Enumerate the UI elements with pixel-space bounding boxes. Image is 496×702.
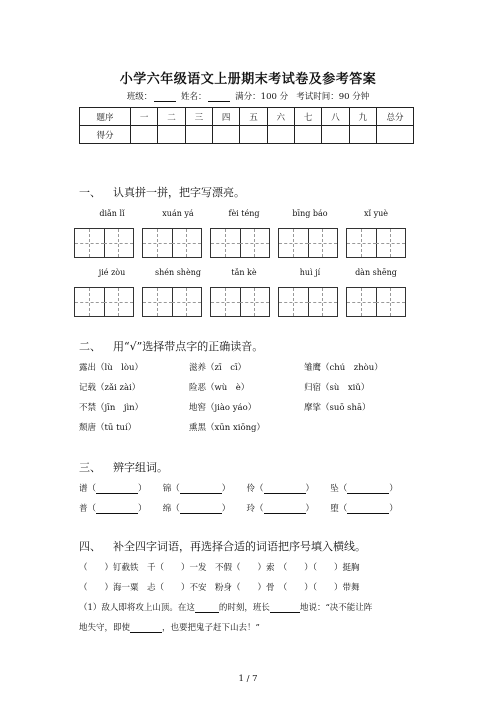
section2-heading [79, 338, 263, 354]
section4-number: 四、 [79, 540, 101, 553]
full-score: 满分：100 分 [235, 92, 289, 102]
reading-item[interactable]: 露出（lù lòu） [79, 363, 144, 373]
pinyin-label: fèi téng [228, 209, 260, 218]
score-table-row [80, 126, 414, 144]
writing-box[interactable] [278, 228, 338, 258]
writing-box[interactable] [346, 287, 406, 317]
page-number: 1 / 7 [238, 674, 258, 684]
score-cell[interactable] [267, 126, 294, 144]
reading-item[interactable]: 颓唐（tū tuí） [79, 423, 137, 433]
char-open: 坠（ [330, 484, 348, 494]
char-open: 绵（ [162, 504, 180, 514]
writing-box[interactable] [210, 287, 270, 317]
score-header-cell: 八 [322, 108, 349, 126]
score-cell[interactable] [322, 126, 349, 144]
page-title: 小学六年级语文上册期末考试卷及参考答案 [119, 72, 377, 87]
answer-blank[interactable] [96, 484, 138, 494]
answer-blank[interactable] [195, 603, 219, 613]
score-table-header [80, 108, 414, 126]
char-close: ） [138, 484, 147, 494]
section2-number: 二、 [79, 340, 101, 353]
writing-box[interactable] [74, 228, 134, 258]
reading-item[interactable]: 险恶（wù è） [189, 383, 250, 393]
question-text: 的时刻，班长 [218, 603, 270, 613]
score-header-cell: 五 [240, 108, 267, 126]
exam-time: 考试时间：90 分钟 [296, 92, 370, 102]
question-text: 地失守，即使 [79, 623, 131, 633]
answer-blank[interactable] [347, 484, 389, 494]
score-header-cell: 九 [349, 108, 376, 126]
answer-blank[interactable] [264, 484, 306, 494]
char-close: ） [138, 504, 147, 514]
reading-item[interactable]: 熏黑（xūn xiōng） [189, 423, 265, 433]
reading-item[interactable]: 记载（zǎi zài） [79, 383, 141, 393]
writing-box[interactable] [346, 228, 406, 258]
idiom-row-2[interactable]: （ ）海一粟 忐（ ）不安 粉身（ ）骨 （ ）（ ）带舞 [79, 583, 360, 593]
pinyin-label: xuán yá [162, 209, 194, 218]
score-header-cell: 六 [267, 108, 294, 126]
score-header-cell: 七 [294, 108, 321, 126]
char-open: 普（ [79, 504, 97, 514]
answer-blank[interactable] [130, 623, 162, 633]
score-header-cell: 总分 [377, 108, 414, 126]
char-open: 锦（ [162, 484, 180, 494]
question-text: 地说：“决不能让阵 [299, 603, 373, 613]
reading-item[interactable]: 归宿（sù xiǔ） [304, 383, 370, 393]
pinyin-row-2 [79, 268, 409, 278]
section2-title: 用“√”选择带点字的正确读音。 [113, 340, 264, 353]
exam-info [0, 90, 496, 102]
pinyin-label: tǎn kè [231, 268, 257, 277]
section3-number: 三、 [79, 461, 101, 474]
reading-item[interactable]: 雏鹰（chú zhòu） [304, 363, 383, 373]
char-open: 谱（ [79, 484, 97, 494]
score-cell[interactable] [131, 126, 158, 144]
answer-blank[interactable] [347, 504, 389, 514]
char-close: ） [305, 504, 315, 514]
char-close: ） [389, 484, 398, 494]
question-text: （1）敌人即将攻上山顶。在这 [79, 603, 195, 613]
score-header-cell: 二 [158, 108, 185, 126]
char-close: ） [389, 504, 398, 514]
section4-heading [79, 538, 366, 554]
char-open: 堕（ [330, 504, 348, 514]
word-row-2 [79, 502, 398, 514]
writing-box[interactable] [142, 228, 202, 258]
score-header-cell: 题序 [80, 108, 131, 126]
reading-item[interactable]: 摩挲（suō shā） [304, 403, 371, 413]
section3-heading [79, 459, 168, 475]
answer-blank[interactable] [180, 484, 222, 494]
writing-grid-row-2 [74, 287, 414, 317]
pinyin-label: jié zòu [98, 268, 126, 277]
name-blank [208, 92, 230, 102]
char-open: 伶（ [246, 484, 264, 494]
section1-heading [79, 184, 245, 200]
section1-title: 认真拼一拼，把字写漂亮。 [113, 186, 245, 199]
word-row-1 [79, 482, 398, 494]
pinyin-label: shén shèng [155, 268, 201, 277]
score-header-cell: 一 [131, 108, 158, 126]
question-1-line-2 [79, 621, 260, 633]
char-open: 玲（ [246, 504, 264, 514]
idiom-row-1[interactable]: （ ）钉截铁 千（ ）一发 不假（ ）索 （ ）（ ）挺胸 [79, 563, 360, 573]
reading-item[interactable]: 地窖（jiào yáo） [189, 403, 257, 413]
char-close: ） [221, 484, 231, 494]
score-cell[interactable] [294, 126, 321, 144]
char-close: ） [221, 504, 231, 514]
score-cell[interactable] [185, 126, 212, 144]
reading-item[interactable]: 不禁（jīn jìn） [79, 403, 144, 413]
question-text: ，也要把鬼子赶下山去！” [162, 623, 260, 633]
score-header-cell: 三 [185, 108, 212, 126]
score-cell[interactable] [240, 126, 267, 144]
pinyin-label: huì jí [299, 268, 321, 277]
class-label: 班级： [126, 92, 153, 102]
class-blank [154, 92, 176, 102]
pinyin-label: xǐ yuè [363, 209, 389, 218]
section1-number: 一、 [79, 186, 101, 199]
writing-box[interactable] [210, 228, 270, 258]
name-label: 姓名： [180, 92, 207, 102]
writing-box[interactable] [278, 287, 338, 317]
section4-title: 补全四字词语，再选择合适的词语把序号填入横线。 [113, 540, 366, 553]
question-1-line-1 [79, 601, 372, 613]
score-cell[interactable] [158, 126, 185, 144]
answer-blank[interactable] [264, 504, 306, 514]
answer-blank[interactable] [270, 603, 300, 613]
writing-box[interactable] [142, 287, 202, 317]
reading-item[interactable]: 滋养（zī cī） [189, 363, 247, 373]
score-row-label: 得分 [80, 126, 131, 144]
pinyin-label: dàn shēng [355, 268, 397, 277]
score-cell[interactable] [377, 126, 414, 144]
pinyin-label: bīng báo [292, 209, 328, 218]
pinyin-row-1 [79, 209, 409, 219]
score-cell[interactable] [212, 126, 239, 144]
answer-blank[interactable] [180, 504, 222, 514]
score-table [79, 107, 414, 144]
writing-box[interactable] [74, 287, 134, 317]
pinyin-label: diǎn lǐ [99, 209, 125, 218]
section3-title: 辨字组词。 [113, 461, 168, 474]
writing-grid-row-1 [74, 228, 414, 258]
char-close: ） [305, 484, 315, 494]
score-header-cell: 四 [212, 108, 239, 126]
answer-blank[interactable] [96, 504, 138, 514]
score-cell[interactable] [349, 126, 376, 144]
